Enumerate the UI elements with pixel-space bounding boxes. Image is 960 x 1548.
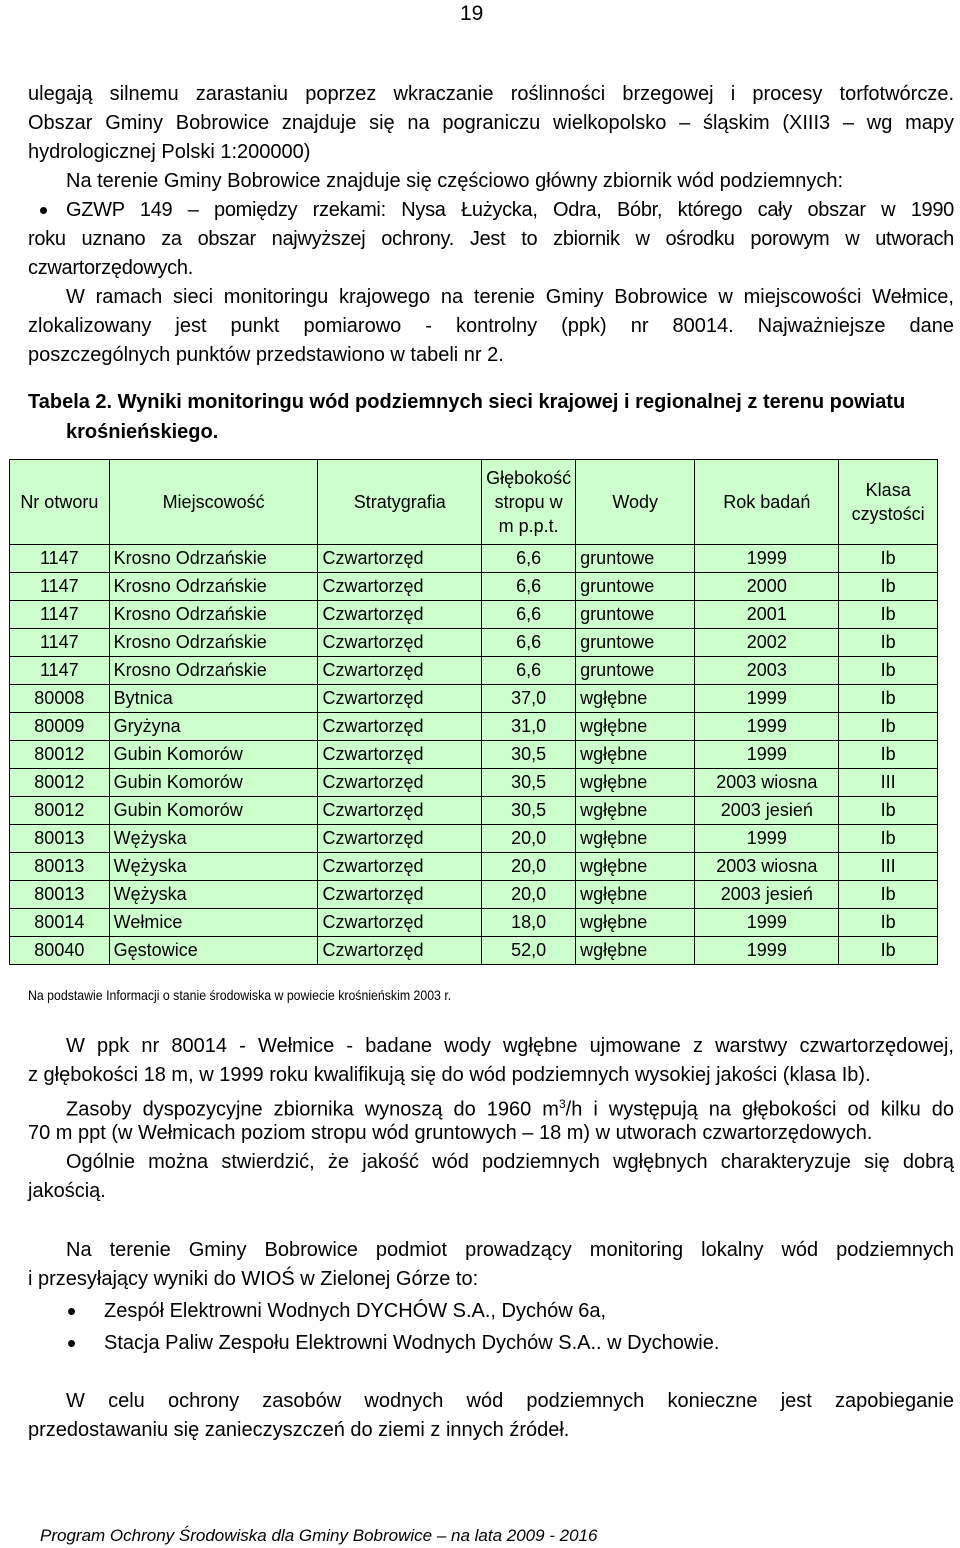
ochrona-paragraph bbox=[28, 1387, 954, 1445]
cell-rok-badan: 2001 bbox=[695, 601, 839, 629]
table-row bbox=[10, 685, 938, 713]
cell-klasa: Ib bbox=[839, 741, 938, 769]
cell-rok-badan: 2003 jesień bbox=[695, 797, 839, 825]
ogolnie-paragraph bbox=[28, 1148, 954, 1206]
table-row bbox=[10, 881, 938, 909]
text-line: jakością. bbox=[28, 1180, 106, 1202]
cell-nr-otworu: 80008 bbox=[10, 685, 110, 713]
text-line: Stacja Paliw Zespołu Elektrowni Wodnych Dychów S.A.. w Dychowie. bbox=[104, 1332, 720, 1354]
table-row bbox=[10, 657, 938, 685]
text-line: GZWP 149 – pomiędzy rzekami: Nysa Łużycka, Odra, Bóbr, którego cały obszar w 1990 bbox=[66, 199, 954, 221]
cell-nr-otworu: 1147 bbox=[10, 629, 110, 657]
cell-wody: wgłębne bbox=[576, 797, 695, 825]
cell-miejscowosc: Wężyska bbox=[109, 825, 318, 853]
cell-miejscowosc: Krosno Odrzańskie bbox=[109, 629, 318, 657]
cell-rok-badan: 2003 wiosna bbox=[695, 769, 839, 797]
table-row bbox=[10, 573, 938, 601]
cell-stratygrafia: Czwartorzęd bbox=[318, 741, 482, 769]
list-item bbox=[28, 1329, 954, 1358]
text-fragment: Zasoby dyspozycyjne zbiornika wynoszą do 1960 m bbox=[66, 1098, 559, 1121]
cell-klasa: Ib bbox=[839, 909, 938, 937]
superscript: 3 bbox=[558, 1097, 566, 1111]
cell-miejscowosc: Gubin Komorów bbox=[109, 769, 318, 797]
cell-klasa: Ib bbox=[839, 797, 938, 825]
cell-nr-otworu: 80009 bbox=[10, 713, 110, 741]
cell-stratygrafia: Czwartorzęd bbox=[318, 769, 482, 797]
table-row bbox=[10, 545, 938, 573]
text-line: Obszar Gminy Bobrowice znajduje się na pograniczu wielkopolsko – śląskim (XIII3 – wg mapy bbox=[28, 112, 954, 134]
cell-klasa: Ib bbox=[839, 685, 938, 713]
cell-nr-otworu: 80012 bbox=[10, 741, 110, 769]
text-line: czwartorzędowych. bbox=[28, 257, 193, 279]
cell-wody: wgłębne bbox=[576, 741, 695, 769]
cell-rok-badan: 1999 bbox=[695, 741, 839, 769]
cell-rok-badan: 1999 bbox=[695, 909, 839, 937]
cell-stratygrafia: Czwartorzęd bbox=[318, 601, 482, 629]
table-header-row bbox=[10, 460, 938, 545]
cell-miejscowosc: Wężyska bbox=[109, 881, 318, 909]
text-line: Zespół Elektrowni Wodnych DYCHÓW S.A., Dychów 6a, bbox=[104, 1300, 607, 1322]
cell-stratygrafia: Czwartorzęd bbox=[318, 909, 482, 937]
cell-glebokosc: 6,6 bbox=[482, 573, 576, 601]
cell-glebokosc: 20,0 bbox=[482, 853, 576, 881]
text-line: W ramach sieci monitoringu krajowego na terenie Gminy Bobrowice w miejscowości Wełmice, bbox=[66, 286, 954, 308]
cell-wody: gruntowe bbox=[576, 573, 695, 601]
entities-list bbox=[28, 1297, 954, 1358]
cell-rok-badan: 2003 wiosna bbox=[695, 853, 839, 881]
cell-rok-badan: 2003 bbox=[695, 657, 839, 685]
cell-glebokosc: 6,6 bbox=[482, 629, 576, 657]
text-line: W celu ochrony zasobów wodnych wód podziemnych konieczne jest zapobieganie bbox=[66, 1390, 954, 1412]
table-row bbox=[10, 769, 938, 797]
table-row bbox=[10, 797, 938, 825]
cell-miejscowosc: Krosno Odrzańskie bbox=[109, 545, 318, 573]
cell-klasa: Ib bbox=[839, 881, 938, 909]
bullet-item bbox=[28, 196, 954, 225]
list-item bbox=[28, 1297, 954, 1329]
cell-glebokosc: 20,0 bbox=[482, 881, 576, 909]
caption-line: krośnieńskiego. bbox=[66, 421, 219, 443]
column-header: Nr otworu bbox=[10, 460, 110, 545]
ppk-paragraph bbox=[28, 1032, 954, 1090]
text-line: zlokalizowany jest punkt pomiarowo - kontrolny (ppk) nr 80014. Najważniejsze dane bbox=[28, 315, 954, 337]
cell-nr-otworu: 80013 bbox=[10, 853, 110, 881]
cell-nr-otworu: 80012 bbox=[10, 769, 110, 797]
cell-glebokosc: 37,0 bbox=[482, 685, 576, 713]
cell-nr-otworu: 80040 bbox=[10, 937, 110, 965]
cell-stratygrafia: Czwartorzęd bbox=[318, 685, 482, 713]
text-line: roku uznano za obszar najwyższej ochrony. Jest to zbiornik w ośrodku porowym w utworach bbox=[28, 228, 954, 250]
intro-paragraph bbox=[28, 80, 954, 196]
cell-miejscowosc: Wężyska bbox=[109, 853, 318, 881]
cell-stratygrafia: Czwartorzęd bbox=[318, 797, 482, 825]
cell-wody: wgłębne bbox=[576, 685, 695, 713]
page-number: 19 bbox=[460, 2, 484, 25]
table-row bbox=[10, 853, 938, 881]
cell-stratygrafia: Czwartorzęd bbox=[318, 573, 482, 601]
table-row bbox=[10, 601, 938, 629]
cell-wody: gruntowe bbox=[576, 657, 695, 685]
monitoring-table bbox=[9, 459, 938, 965]
monitoring-paragraph bbox=[28, 283, 954, 370]
source-note bbox=[28, 987, 509, 1003]
cell-klasa: Ib bbox=[839, 825, 938, 853]
table-row bbox=[10, 909, 938, 937]
column-header: Wody bbox=[576, 460, 695, 545]
cell-rok-badan: 2000 bbox=[695, 573, 839, 601]
cell-rok-badan: 1999 bbox=[695, 937, 839, 965]
cell-klasa: Ib bbox=[839, 657, 938, 685]
cell-klasa: Ib bbox=[839, 713, 938, 741]
text-line: i przesyłający wyniki do WIOŚ w Zielonej Górze to: bbox=[28, 1268, 479, 1290]
cell-wody: wgłębne bbox=[576, 825, 695, 853]
text-line: W ppk nr 80014 - Wełmice - badane wody wgłębne ujmowane z warstwy czwartorzędowej, bbox=[66, 1035, 954, 1057]
cell-rok-badan: 1999 bbox=[695, 825, 839, 853]
cell-stratygrafia: Czwartorzęd bbox=[318, 881, 482, 909]
column-header: Stratygrafia bbox=[318, 460, 482, 545]
cell-miejscowosc: Wełmice bbox=[109, 909, 318, 937]
zasoby-paragraph bbox=[28, 1090, 954, 1148]
text-line: Na terenie Gminy Bobrowice podmiot prowadzący monitoring lokalny wód podziemnych bbox=[66, 1239, 954, 1261]
cell-miejscowosc: Krosno Odrzańskie bbox=[109, 657, 318, 685]
cell-miejscowosc: Gryżyna bbox=[109, 713, 318, 741]
cell-rok-badan: 1999 bbox=[695, 713, 839, 741]
cell-nr-otworu: 1147 bbox=[10, 601, 110, 629]
caption-line: Tabela 2. Wyniki monitoringu wód podziemnych sieci krajowej i regionalnej z terenu powiatu bbox=[28, 391, 906, 413]
cell-stratygrafia: Czwartorzęd bbox=[318, 713, 482, 741]
column-header: Klasa czystości bbox=[839, 460, 938, 545]
column-header: Miejscowość bbox=[109, 460, 318, 545]
table-row bbox=[10, 741, 938, 769]
cell-klasa: Ib bbox=[839, 545, 938, 573]
gzwp-bullet bbox=[28, 196, 954, 283]
cell-stratygrafia: Czwartorzęd bbox=[318, 853, 482, 881]
text-line: przedostawaniu się zanieczyszczeń do ziemi z innych źródeł. bbox=[28, 1419, 570, 1441]
table-caption bbox=[28, 387, 905, 447]
cell-stratygrafia: Czwartorzęd bbox=[318, 825, 482, 853]
cell-miejscowosc: Bytnica bbox=[109, 685, 318, 713]
cell-glebokosc: 6,6 bbox=[482, 601, 576, 629]
cell-stratygrafia: Czwartorzęd bbox=[318, 657, 482, 685]
cell-stratygrafia: Czwartorzęd bbox=[318, 629, 482, 657]
table-row bbox=[10, 937, 938, 965]
column-header: Głębokość stropu w m p.p.t. bbox=[482, 460, 576, 545]
cell-glebokosc: 20,0 bbox=[482, 825, 576, 853]
cell-nr-otworu: 80014 bbox=[10, 909, 110, 937]
text-line: poszczególnych punktów przedstawiono w tabeli nr 2. bbox=[28, 344, 504, 366]
column-header: Rok badań bbox=[695, 460, 839, 545]
table-row bbox=[10, 713, 938, 741]
cell-nr-otworu: 80012 bbox=[10, 797, 110, 825]
cell-miejscowosc: Krosno Odrzańskie bbox=[109, 601, 318, 629]
lokalny-paragraph bbox=[28, 1236, 954, 1294]
text-line bbox=[28, 1090, 954, 1119]
cell-nr-otworu: 80013 bbox=[10, 825, 110, 853]
table-row bbox=[10, 629, 938, 657]
cell-klasa: Ib bbox=[839, 573, 938, 601]
cell-wody: wgłębne bbox=[576, 909, 695, 937]
cell-glebokosc: 52,0 bbox=[482, 937, 576, 965]
cell-glebokosc: 6,6 bbox=[482, 657, 576, 685]
cell-glebokosc: 31,0 bbox=[482, 713, 576, 741]
text-line: 70 m ppt (w Wełmicach poziom stropu wód gruntowych – 18 m) w utworach czwartorzędowych. bbox=[28, 1122, 873, 1144]
cell-rok-badan: 1999 bbox=[695, 685, 839, 713]
cell-klasa: Ib bbox=[839, 937, 938, 965]
cell-glebokosc: 6,6 bbox=[482, 545, 576, 573]
cell-wody: gruntowe bbox=[576, 601, 695, 629]
text-line: Na terenie Gminy Bobrowice znajduje się częściowo główny zbiornik wód podziemnych: bbox=[66, 170, 844, 192]
cell-wody: wgłębne bbox=[576, 937, 695, 965]
cell-klasa: Ib bbox=[839, 629, 938, 657]
cell-wody: wgłębne bbox=[576, 881, 695, 909]
text-line: Ogólnie można stwierdzić, że jakość wód podziemnych wgłębnych charakteryzuje się dobrą bbox=[66, 1151, 954, 1173]
cell-wody: wgłębne bbox=[576, 769, 695, 797]
cell-miejscowosc: Krosno Odrzańskie bbox=[109, 573, 318, 601]
text-line: hydrologicznej Polski 1:200000) bbox=[28, 141, 311, 163]
cell-wody: gruntowe bbox=[576, 545, 695, 573]
cell-rok-badan: 1999 bbox=[695, 545, 839, 573]
cell-glebokosc: 30,5 bbox=[482, 741, 576, 769]
cell-stratygrafia: Czwartorzęd bbox=[318, 545, 482, 573]
cell-wody: wgłębne bbox=[576, 853, 695, 881]
cell-miejscowosc: Gubin Komorów bbox=[109, 797, 318, 825]
cell-nr-otworu: 80013 bbox=[10, 881, 110, 909]
cell-klasa: III bbox=[839, 769, 938, 797]
cell-rok-badan: 2003 jesień bbox=[695, 881, 839, 909]
text-line: ulegają silnemu zarastaniu poprzez wkraczanie roślinności brzegowej i procesy torfotwórcze. bbox=[28, 83, 954, 105]
cell-glebokosc: 30,5 bbox=[482, 769, 576, 797]
cell-stratygrafia: Czwartorzęd bbox=[318, 937, 482, 965]
text-line: z głębokości 18 m, w 1999 roku kwalifikują się do wód podziemnych wysokiej jakości (klasa Ib). bbox=[28, 1064, 871, 1086]
cell-miejscowosc: Gęstowice bbox=[109, 937, 318, 965]
cell-klasa: III bbox=[839, 853, 938, 881]
text-fragment: /h i występują na głębokości od kilku do bbox=[565, 1098, 955, 1121]
cell-nr-otworu: 1147 bbox=[10, 573, 110, 601]
cell-wody: wgłębne bbox=[576, 713, 695, 741]
page-footer: Program Ochrony Środowiska dla Gminy Bobrowice – na lata 2009 - 2016 bbox=[40, 1526, 598, 1545]
table-row bbox=[10, 825, 938, 853]
cell-miejscowosc: Gubin Komorów bbox=[109, 741, 318, 769]
cell-nr-otworu: 1147 bbox=[10, 657, 110, 685]
cell-rok-badan: 2002 bbox=[695, 629, 839, 657]
cell-klasa: Ib bbox=[839, 601, 938, 629]
cell-nr-otworu: 1147 bbox=[10, 545, 110, 573]
source-text: Na podstawie Informacji o stanie środowiska w powiecie krośnieńskim 2003 r. bbox=[28, 987, 452, 1003]
cell-glebokosc: 30,5 bbox=[482, 797, 576, 825]
cell-wody: gruntowe bbox=[576, 629, 695, 657]
cell-glebokosc: 18,0 bbox=[482, 909, 576, 937]
